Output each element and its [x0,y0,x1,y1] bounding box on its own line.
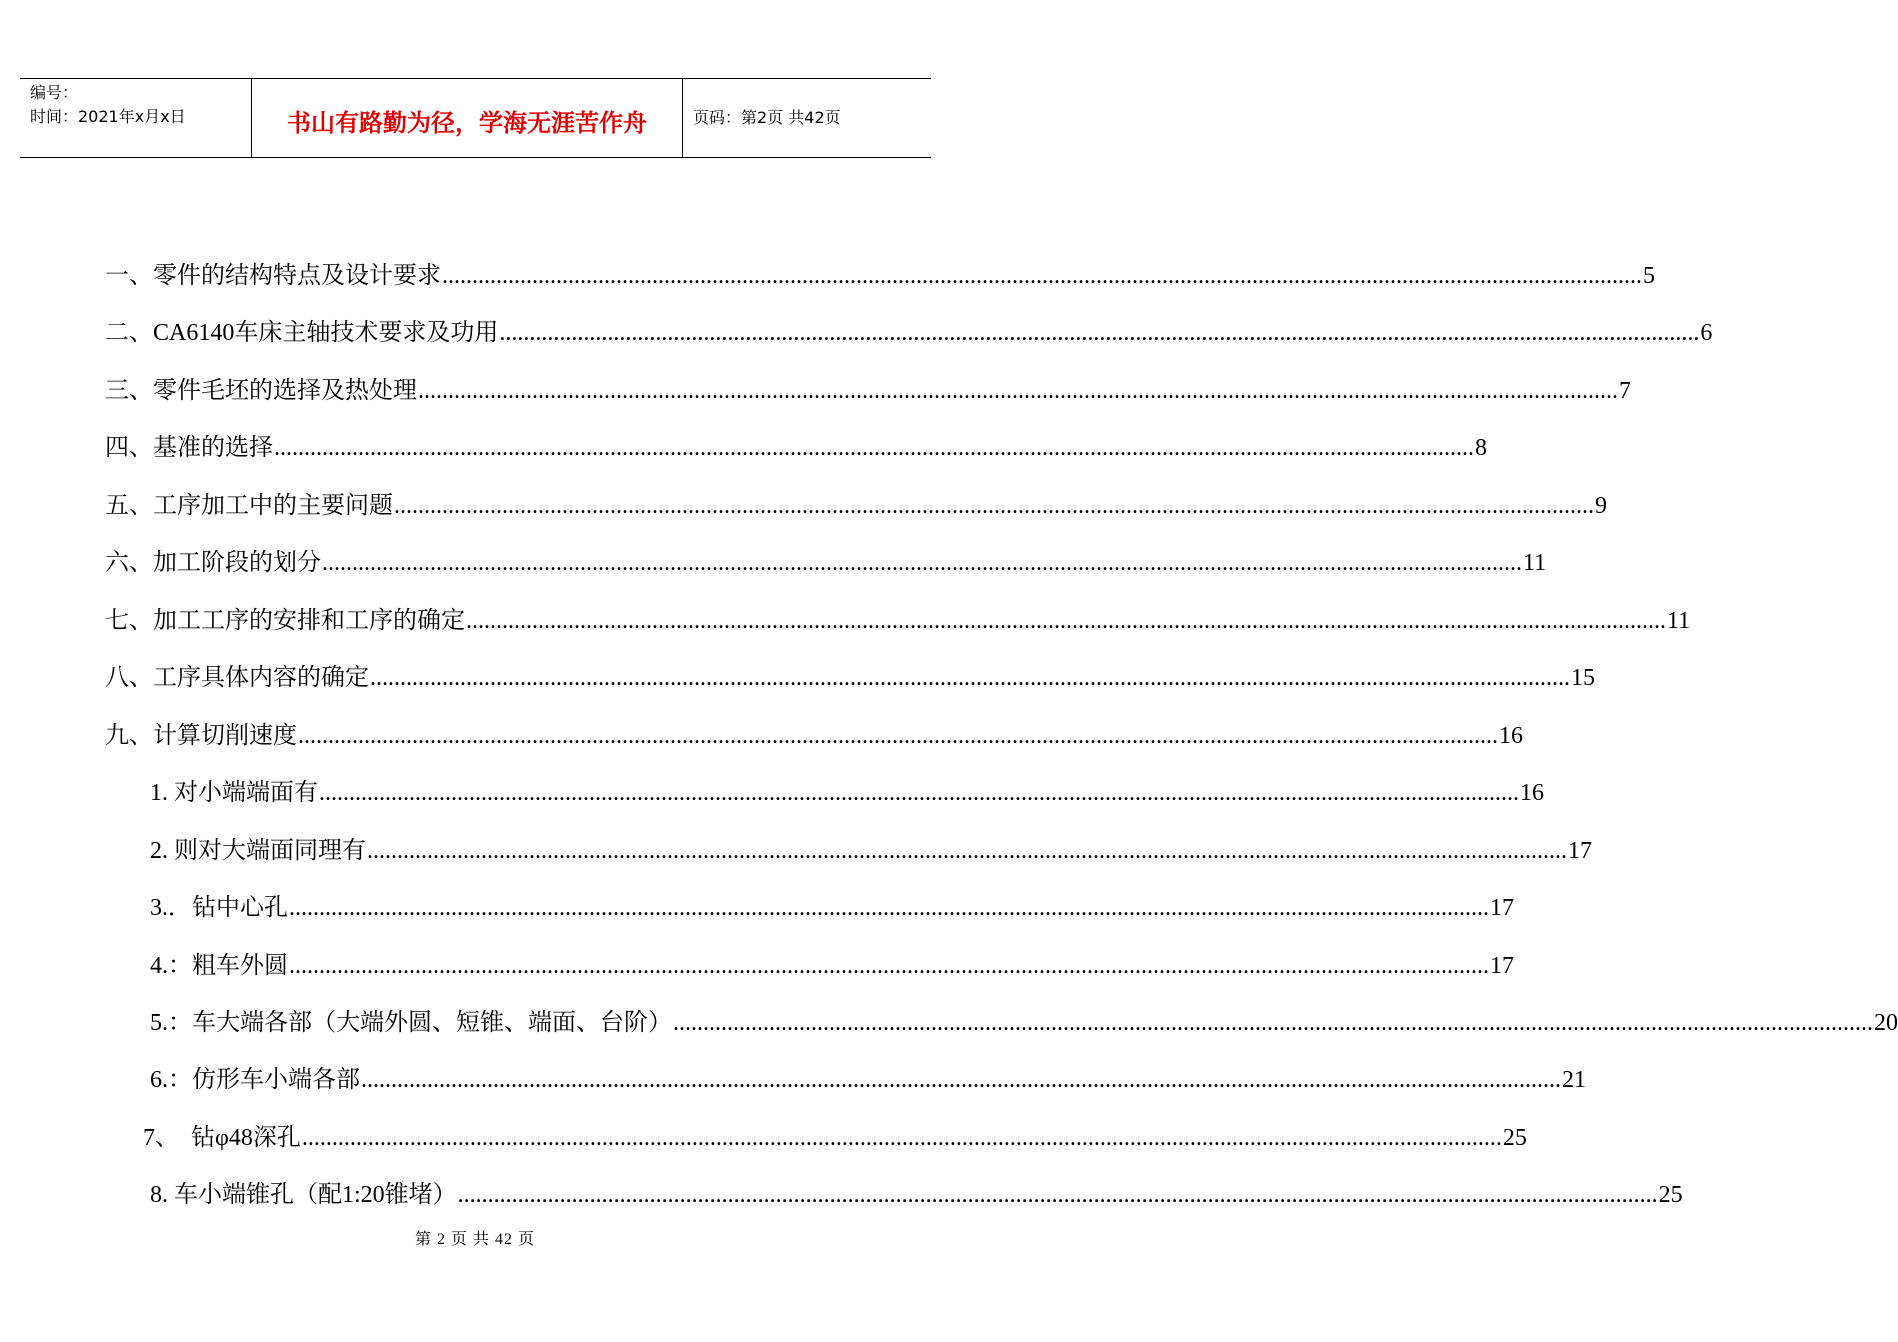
toc-entry-label: 2. 则对大端面同理有 [150,838,366,864]
page-footer: 第 2 页 共 42 页 [414,1231,535,1248]
toc-entry-page: 11 [1667,608,1691,634]
toc-entry-label: 3.．钻中心孔 [150,895,288,921]
toc-subentry[interactable] [150,888,1514,928]
toc-dot-leader: ........................................................................................................................................................................................................ [499,320,1700,346]
toc-subentry[interactable] [150,831,1592,871]
toc-entry[interactable] [105,371,1631,411]
toc-dot-leader: ........................................................................................................................................................................................................ [394,493,1594,519]
toc-entry-label: 5.：车大端各部（大端外圆、短锥、端面、台阶） [150,1010,672,1036]
document-header [20,78,931,158]
toc-entry-label: 八、工序具体内容的确定 [105,665,369,691]
toc-subentry[interactable] [150,773,1544,813]
toc-entry-label: 6.：仿形车小端各部 [150,1067,360,1093]
toc-entry[interactable] [105,543,1547,583]
toc-entry-label: 五、工序加工中的主要问题 [105,493,393,519]
toc-dot-leader: ........................................................................................................................................................................................................ [442,263,1642,289]
toc-entry-page: 16 [1520,780,1544,806]
toc-subentry[interactable] [150,1060,1586,1100]
toc-entry-label: 4.：粗车外圆 [150,953,288,979]
toc-entry-label: 三、零件毛坯的选择及热处理 [105,378,417,404]
header-page-cell [682,79,931,157]
toc-subentry[interactable] [150,1003,1898,1043]
toc-dot-leader: ........................................................................................................................................................................................................ [289,953,1489,979]
toc-entry[interactable] [105,256,1655,296]
toc-dot-leader: ........................................................................................................................................................................................................ [274,435,1474,461]
toc-entry-label: 一、零件的结构特点及设计要求 [105,263,441,289]
toc-entry-page: 25 [1502,1125,1527,1151]
toc-subentry[interactable] [150,946,1514,986]
toc-dot-leader: ........................................................................................................................................................................................................ [418,378,1618,404]
toc-dot-leader: ........................................................................................................................................................................................................ [466,608,1666,634]
toc-entry[interactable] [105,486,1607,526]
toc-entry-page: 8 [1475,435,1487,461]
header-meta-cell [20,79,251,157]
toc-dot-leader: ........................................................................................................................................................................................................ [298,723,1498,749]
toc-entry[interactable] [105,313,1713,353]
toc-entry-page: 25 [1658,1182,1683,1208]
toc-entry[interactable] [105,601,1691,641]
toc-entry[interactable] [105,716,1523,756]
toc-dot-leader: ........................................................................................................................................................................................................ [361,1067,1561,1093]
toc-entry-label: 二、CA6140车床主轴技术要求及功用 [105,320,499,346]
toc-entry-page: 11 [1523,550,1547,576]
toc-entry-page: 5 [1643,263,1655,289]
toc-entry-page: 17 [1490,895,1514,921]
toc-entry-label: 8. 车小端锥孔（配1:20锥堵） [150,1182,457,1208]
toc-dot-leader: ........................................................................................................................................................................................................ [319,780,1519,806]
toc-entry-label: 1. 对小端端面有 [150,780,318,806]
header-motto-cell [251,79,683,157]
toc-entry-label: 六、加工阶段的划分 [105,550,321,576]
toc-entry-label: 九、计算切削速度 [105,723,297,749]
toc-dot-leader: ........................................................................................................................................................................................................ [673,1010,1873,1036]
motto: 书山有路勤为径，学海无涯苦作舟 [287,109,647,137]
toc-entry-page: 17 [1490,953,1514,979]
toc-entry-page: 21 [1562,1067,1586,1093]
toc-subentry[interactable] [150,1175,1683,1215]
toc-entry[interactable] [105,658,1595,698]
toc-dot-leader: ........................................................................................................................................................................................................ [301,1125,1502,1151]
toc-dot-leader: ........................................................................................................................................................................................................ [367,838,1567,864]
toc-dot-leader: ........................................................................................................................................................................................................ [457,1182,1658,1208]
toc-entry-page: 16 [1499,723,1523,749]
toc-entry-label: 七、加工工序的安排和工序的确定 [105,608,465,634]
toc-entry-page: 7 [1619,378,1631,404]
toc-subentry[interactable] [143,1118,1527,1158]
toc-entry-page: 15 [1571,665,1595,691]
serial-label: 编号： [30,83,79,102]
toc-entry-page: 20 [1874,1010,1898,1036]
toc-entry-label: 7、 钻φ48深孔 [143,1125,301,1151]
toc-dot-leader: ........................................................................................................................................................................................................ [370,665,1570,691]
toc-entry-page: 17 [1568,838,1592,864]
time-label: 时间：2021年x月x日 [30,107,186,126]
toc-entry-label: 四、基准的选择 [105,435,273,461]
page-info: 页码：第2页 共42页 [693,108,841,127]
toc-dot-leader: ........................................................................................................................................................................................................ [289,895,1489,921]
toc-entry-page: 9 [1595,493,1607,519]
toc-entry[interactable] [105,428,1487,468]
toc-entry-page: 6 [1700,320,1713,346]
toc-dot-leader: ........................................................................................................................................................................................................ [322,550,1522,576]
